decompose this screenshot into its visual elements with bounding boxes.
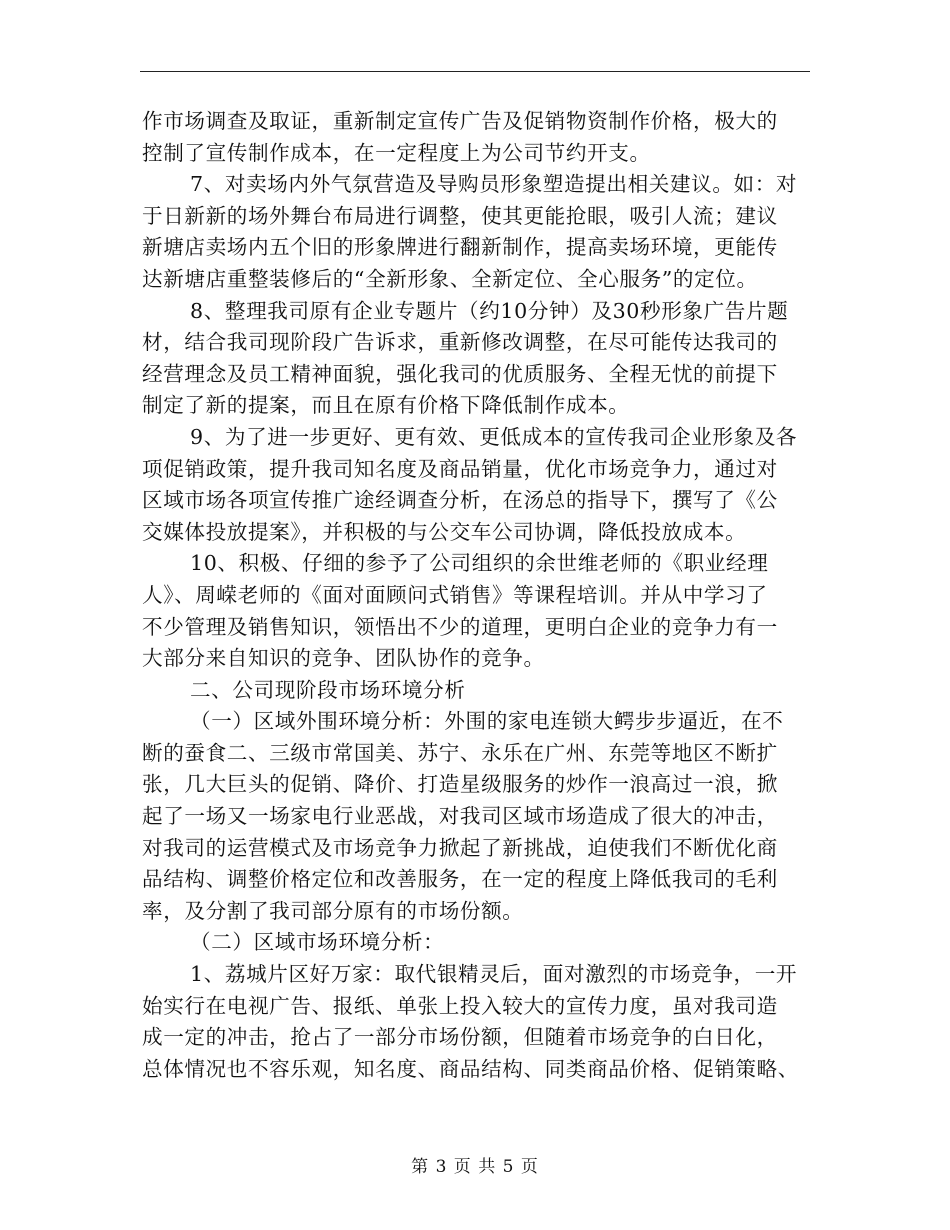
text-line: 二、公司现阶段市场环境分析 <box>190 677 466 702</box>
text-line: 不少管理及销售知识，领悟出不少的道理，更明白企业的竞争力有一 <box>142 614 778 639</box>
text-line: 9、为了进一步更好、更有效、更低成本的宣传我司企业形象及各 <box>190 424 798 449</box>
text-line: 7、对卖场内外气氛营造及导购员形象塑造提出相关建议。如：对 <box>190 172 798 197</box>
page-footer <box>0 1152 950 1177</box>
text-line: 制定了新的提案，而且在原有价格下降低制作成本。 <box>142 393 630 418</box>
text-line: 品结构、调整价格定位和改善服务，在一定的程度上降低我司的毛利 <box>142 867 778 892</box>
text-line: 作市场调查及取证，重新制定宣传广告及促销物资制作价格，极大的 <box>142 109 778 133</box>
text-line: 张，几大巨头的促销、降价、打造星级服务的炒作一浪高过一浪，掀 <box>142 772 778 797</box>
text-line: （二）区域市场环境分析： <box>190 930 445 955</box>
text-line: 1、荔城片区好万家：取代银精灵后，面对激烈的市场竞争，一开 <box>190 962 798 987</box>
text-line: 控制了宣传制作成本，在一定程度上为公司节约开支。 <box>142 140 651 165</box>
text-line: 区域市场各项宣传推广途经调查分析，在汤总的指导下，撰写了《公 <box>142 488 778 513</box>
text-line: 交媒体投放提案》，并积极的与公交车公司协调，降低投放成本。 <box>142 519 747 544</box>
text-line: 对我司的运营模式及市场竞争力掀起了新挑战，迫使我们不断优化商 <box>142 835 778 860</box>
text-line: 材，结合我司现阶段广告诉求，重新修改调整，在尽可能传达我司的 <box>142 330 778 355</box>
text-line: 大部分来自知识的竞争、团队协作的竞争。 <box>142 646 545 671</box>
text-line: 总体情况也不容乐观，知名度、商品结构、同类商品价格、促销策略、 <box>142 1056 800 1081</box>
text-line: 新塘店卖场内五个旧的形象牌进行翻新制作，提高卖场环境，更能传 <box>142 235 778 260</box>
text-line: （一）区域外围环境分析：外围的家电连锁大鳄步步逼近，在不 <box>190 709 784 734</box>
text-line: 8、整理我司原有企业专题片（约10分钟）及30秒形象广告片题 <box>190 298 789 323</box>
header-rule <box>140 71 810 72</box>
text-line: 断的蚕食二、三级市常国美、苏宁、永乐在广州、东莞等地区不断扩 <box>142 740 778 765</box>
text-line: 始实行在电视广告、报纸、单张上投入较大的宣传力度，虽对我司造 <box>142 993 778 1018</box>
text-line: 经营理念及员工精神面貌，强化我司的优质服务、全程无忧的前提下 <box>142 361 778 386</box>
text-line: 达新塘店重整装修后的“全新形象、全新定位、全心服务”的定位。 <box>142 266 758 291</box>
text-line: 10、积极、仔细的参予了公司组织的余世维老师的《职业经理 <box>190 551 769 576</box>
text-line: 成一定的冲击，抢占了一部分市场份额，但随着市场竞争的白日化， <box>142 1025 778 1050</box>
text-line: 起了一场又一场家电行业恶战，对我司区域市场造成了很大的冲击， <box>142 804 778 829</box>
text-line: 人》、周嵘老师的《面对面顾问式销售》等课程培训。并从中学习了 <box>142 582 768 607</box>
page-number-label: 第 3 页 共 5 页 <box>411 1157 539 1177</box>
text-line: 项促销政策，提升我司知名度及商品销量，优化市场竞争力，通过对 <box>142 456 778 481</box>
text-line: 于日新新的场外舞台布局进行调整，使其更能抢眼，吸引人流；建议 <box>142 203 778 228</box>
document-body <box>142 106 812 1085</box>
text-line: 率，及分割了我司部分原有的市场份额。 <box>142 898 524 923</box>
